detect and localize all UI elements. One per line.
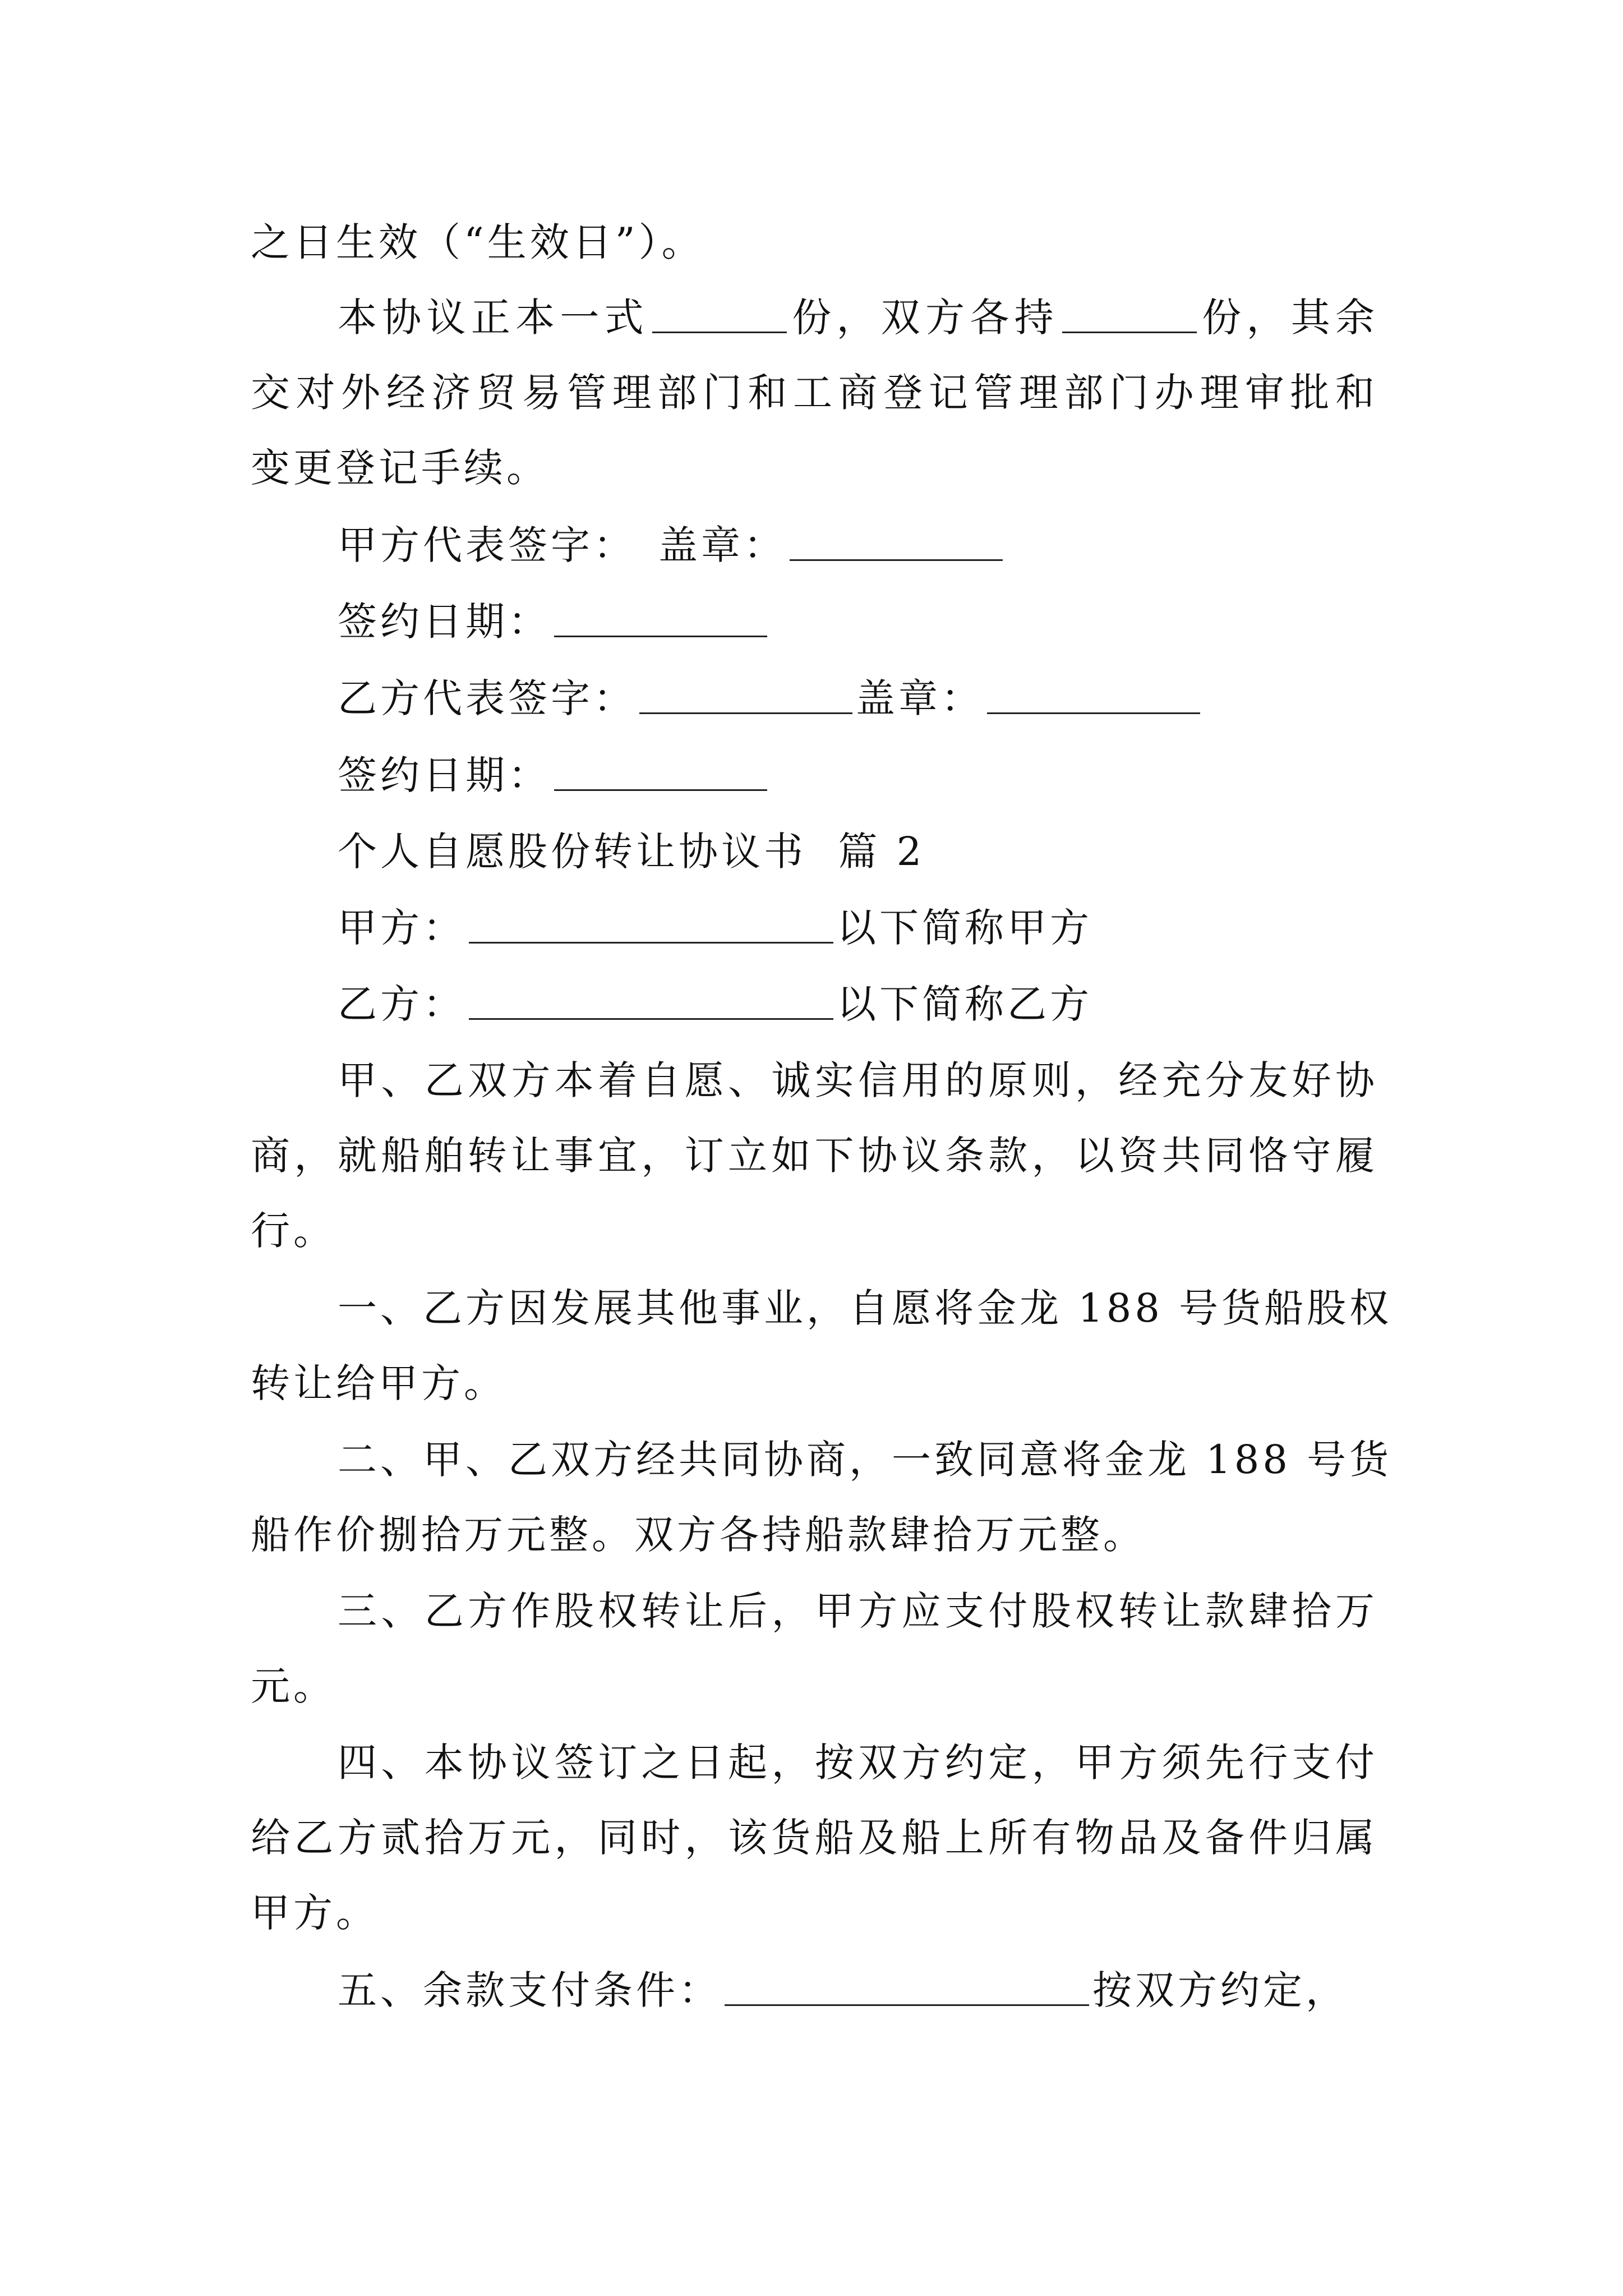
copies-each-blank[interactable]	[1062, 295, 1197, 333]
party-a-date-label: 签约日期：	[338, 599, 551, 645]
copies-text-b: 份，双方各持	[790, 295, 1059, 341]
party-a-suffix: 以下简称甲方	[837, 905, 1092, 951]
party-a-row	[338, 900, 1378, 956]
party-a-seal-blank[interactable]	[790, 522, 1003, 561]
party-a-date-row	[338, 593, 1378, 650]
party-b-date-blank[interactable]	[554, 752, 767, 791]
party-b-row	[338, 976, 1378, 1032]
paragraph-copies-line-1	[338, 289, 1378, 346]
copies-count-blank[interactable]	[652, 295, 787, 333]
party-b-signature-blank[interactable]	[639, 675, 852, 714]
party-b-signature-label: 乙方代表签字：	[338, 675, 636, 721]
section-title-part-2: 个人自愿股份转让协议书 篇 2	[338, 829, 925, 875]
party-a-date-blank[interactable]	[554, 599, 767, 637]
intro-line-3: 行。	[251, 1208, 336, 1254]
copies-text-a: 本协议正本一式	[338, 295, 649, 341]
clause-2-line-1: 二、甲、乙双方经共同协商，一致同意将金龙 188 号货	[338, 1437, 1393, 1483]
party-a-name-blank[interactable]	[469, 905, 833, 944]
clause-5-condition-blank[interactable]	[725, 1967, 1089, 2006]
intro-line-2: 商，就船舶转让事宜，订立如下协议条款，以资共同恪守履	[251, 1133, 1378, 1179]
clause-3-line-2: 元。	[251, 1663, 336, 1709]
clause-4-line-3: 甲方。	[251, 1890, 379, 1936]
clause-5-suffix: 按双方约定，	[1092, 1967, 1348, 2013]
party-b-date-row	[338, 747, 1378, 803]
party-b-seal-blank[interactable]	[987, 675, 1200, 714]
party-b-seal-label: 盖章：	[856, 675, 984, 721]
party-a-seal-label: 盖章：	[658, 522, 786, 568]
clause-5-line-1	[338, 1962, 1378, 2018]
clause-1-line-1: 一、乙方因发展其他事业，自愿将金龙 188 号货船股权	[338, 1285, 1393, 1331]
paragraph-copies-line-2: 交对外经济贸易管理部门和工商登记管理部门办理审批和	[251, 370, 1378, 416]
party-b-name-blank[interactable]	[469, 981, 833, 1020]
paragraph-copies-line-3: 变更登记手续。	[251, 445, 549, 491]
copies-text-c: 份，其余	[1200, 295, 1378, 341]
party-b-label: 乙方：	[338, 981, 465, 1027]
party-b-date-label: 签约日期：	[338, 752, 551, 798]
party-a-signature-row	[338, 517, 1378, 573]
clause-5-label: 五、余款支付条件：	[338, 1967, 721, 2013]
clause-1-line-2: 转让给甲方。	[251, 1360, 506, 1406]
party-b-suffix: 以下简称乙方	[837, 981, 1092, 1027]
clause-4-line-1: 四、本协议签订之日起，按双方约定，甲方须先行支付	[338, 1740, 1378, 1786]
clause-2-line-2: 船作价捌拾万元整。双方各持船款肆拾万元整。	[251, 1512, 1146, 1558]
clause-3-line-1: 三、乙方作股权转让后，甲方应支付股权转让款肆拾万	[338, 1588, 1378, 1634]
paragraph-effective-date: 之日生效（“生效日”）。	[251, 219, 704, 265]
party-a-label: 甲方：	[338, 905, 465, 951]
clause-4-line-2: 给乙方贰拾万元，同时，该货船及船上所有物品及备件归属	[251, 1815, 1378, 1861]
intro-line-1: 甲、乙双方本着自愿、诚实信用的原则，经充分友好协	[338, 1057, 1378, 1103]
party-a-signature-label: 甲方代表签字：	[338, 522, 636, 568]
party-b-signature-row	[338, 670, 1378, 726]
